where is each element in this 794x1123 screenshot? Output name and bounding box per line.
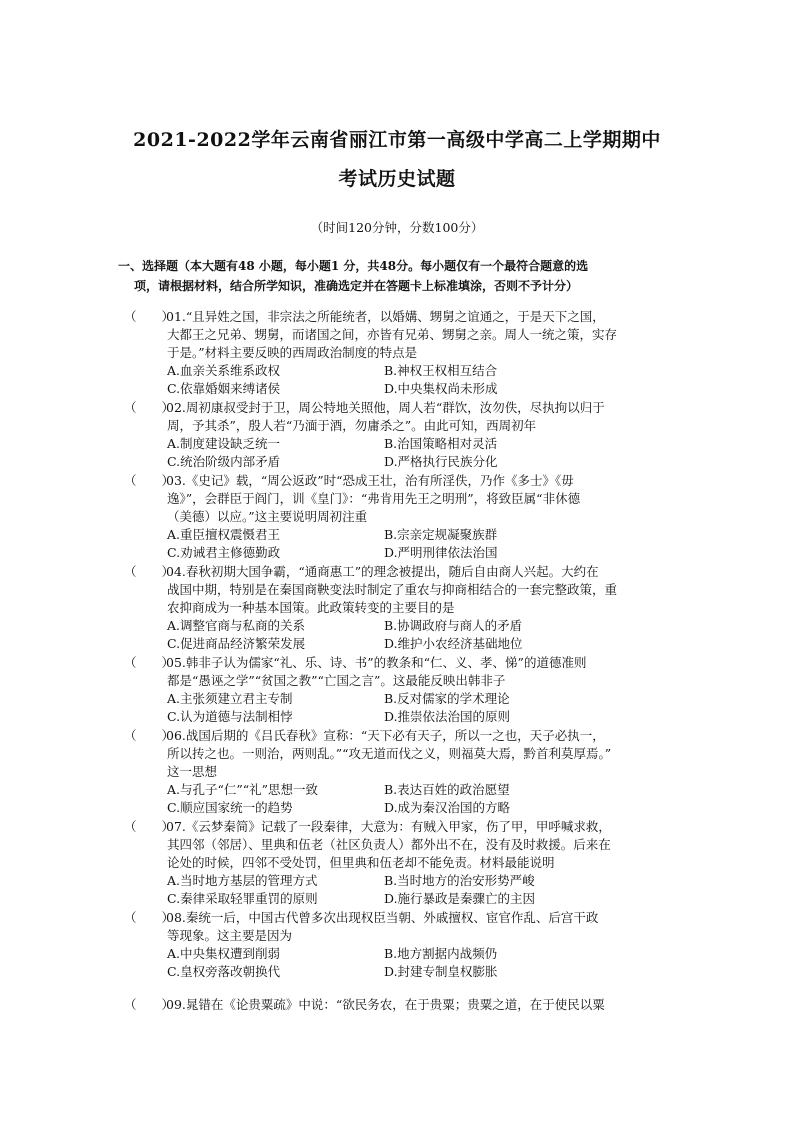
option-row <box>124 799 684 817</box>
option-row <box>124 435 684 453</box>
question-stem-line: 等现象。这主要是因为 <box>167 928 293 943</box>
section-instructions <box>118 256 678 296</box>
question-stem-line: 所以抟之也。一则治，两则乱。”“攻无道而伐之义，则福莫大焉，黔首利莫厚焉。” <box>167 746 612 761</box>
question-3 <box>124 472 684 562</box>
option-row <box>124 635 684 653</box>
question-4 <box>124 563 684 653</box>
option-B: B.宗亲定规凝聚族群 <box>384 527 498 542</box>
answer-blank: （ ） <box>124 473 175 488</box>
option-row <box>124 945 684 963</box>
option-A: A.中央集权遭到削弱 <box>167 946 281 961</box>
option-C: C.认为道德与法制相悖 <box>167 709 293 724</box>
option-C: C.促进商品经济繁荣发展 <box>167 636 306 651</box>
option-row <box>124 872 684 890</box>
option-D: D.严明刑律依法治国 <box>384 545 498 560</box>
answer-blank: （ ） <box>124 655 175 670</box>
question-stem-line: 大都王之兄弟、甥舅，而诸国之间，亦皆有兄弟、甥舅之亲。周人一统之策，实存 <box>167 327 618 342</box>
question-stem-line: 04.春秋初期大国争霸，“通商惠工”的理念被提出，随后自由商人兴起。大约在 <box>166 564 599 579</box>
answer-blank: （ ） <box>124 309 175 324</box>
option-row <box>124 963 684 981</box>
answer-blank: （ ） <box>124 997 175 1012</box>
option-row <box>124 380 684 398</box>
question-stem-line: 逸》”，会群臣于阎门，训《皇门》：“弗肯用先王之明刑”，将致臣属“非休德 <box>167 491 581 506</box>
option-row <box>124 617 684 635</box>
answer-blank: （ ） <box>124 564 175 579</box>
option-A: A.与孔子“仁”“礼”思想一致 <box>167 782 319 797</box>
question-stem-line: 03.《史记》载，“周公返政”时“恐成王壮，治有所淫佚，乃作《多士》《毋 <box>166 473 574 488</box>
question-stem-line: 都是“愚诬之学”“贫国之教”“亡国之言”。这最能反映出韩非子 <box>167 673 506 688</box>
question-9 <box>124 996 684 1014</box>
option-row <box>124 708 684 726</box>
option-D: D.中央集权尚未形成 <box>384 381 498 396</box>
option-row <box>124 781 684 799</box>
question-stem-line: 02.周初康叔受封于卫，周公特地关照他，周人若“群饮，汝勿佚，尽执拘以归于 <box>166 400 605 415</box>
option-C: C.依靠婚姻来缚诸侯 <box>167 381 281 396</box>
option-C: C.统治阶级内部矛盾 <box>167 454 281 469</box>
question-stem-line: 08.秦统一后，中国古代曾多次出现权臣当朝、外戚擅权、宦官作乱、后宫干政 <box>166 910 599 925</box>
question-stem-line: 01.“且异姓之国，非宗法之所能统者，以婚媾、甥舅之谊通之，于是天下之国， <box>166 309 605 324</box>
option-C: C.皇权旁落改朝换代 <box>167 964 281 979</box>
option-row <box>124 690 684 708</box>
option-row <box>124 890 684 908</box>
option-A: A.当时地方基层的管理方式 <box>167 873 318 888</box>
option-C: C.劝诫君主修德勤政 <box>167 545 281 560</box>
question-stem-line: 这一思想 <box>167 764 218 779</box>
exam-title-line1: 2021-2022学年云南省丽江市第一高级中学高二上学期期中 <box>133 129 661 151</box>
question-stem-line: 周，予其杀”，殷人若“乃湎于酒，勿庸杀之”。由此可知，西周初年 <box>167 418 537 433</box>
option-A: A.重臣擅权震慑君王 <box>167 527 281 542</box>
option-row <box>124 544 684 562</box>
question-stem-line: 06.战国后期的《吕氏春秋》宣称：“天下必有天子，所以一之也，天子必执一， <box>166 728 605 743</box>
option-row <box>124 526 684 544</box>
answer-blank: （ ） <box>124 910 175 925</box>
question-8 <box>124 909 684 981</box>
question-stem-line: 07.《云梦秦简》记载了一段秦律，大意为：有贼入甲家，伤了甲，甲呼喊求救， <box>166 819 611 834</box>
question-2 <box>124 399 684 471</box>
option-D: D.成为秦汉治国的方略 <box>384 800 511 815</box>
option-A: A.主张须建立君主专制 <box>167 691 293 706</box>
question-stem-line: （美德）以应。”这主要说明周初注重 <box>167 509 368 524</box>
option-row <box>124 362 684 380</box>
answer-blank: （ ） <box>124 400 175 415</box>
question-stem-line: 05.韩非子认为儒家“礼、乐、诗、书”的教条和“仁、义、孝、悌”的道德准则 <box>166 655 587 670</box>
option-A: A.调整官商与私商的关系 <box>167 618 306 633</box>
question-1 <box>124 308 684 398</box>
time-and-score-info: （时间120分钟，分数100分） <box>310 220 484 235</box>
question-stem-line: 09.晁错在《论贵粟疏》中说：“欲民务农，在于贵粟；贵粟之道，在于使民以粟 <box>166 997 605 1012</box>
option-D: D.封建专制皇权膨胀 <box>384 964 498 979</box>
question-stem-line: 其四邻（邻居）、里典和伍老（社区负责人）都外出不在，没有及时救援。后来在 <box>167 837 611 852</box>
question-stem-line: 于是。”材料主要反映的西周政治制度的特点是 <box>167 345 418 360</box>
option-C: C.顺应国家统一的趋势 <box>167 800 293 815</box>
option-A: A.血亲关系维系政权 <box>167 363 281 378</box>
option-B: B.当时地方的治安形势严峻 <box>384 873 535 888</box>
answer-blank: （ ） <box>124 819 175 834</box>
option-C: C.秦律采取轻罪重罚的原则 <box>167 891 318 906</box>
option-D: D.推崇依法治国的原则 <box>384 709 511 724</box>
section-instructions-line1: 一、选择题（本大题有48 小题，每小题1 分，共48分。每小题仅有一个最符合题意的选 <box>118 259 589 273</box>
question-7 <box>124 818 684 908</box>
option-B: B.反对儒家的学术理论 <box>384 691 510 706</box>
answer-blank: （ ） <box>124 728 175 743</box>
option-B: B.协调政府与商人的矛盾 <box>384 618 523 633</box>
option-B: B.治国策略相对灵活 <box>384 436 498 451</box>
question-stem-line: 战国中期，特别是在秦国商鞅变法时制定了重农与抑商相结合的一套完整政策，重 <box>167 582 618 597</box>
question-stem-line: 论处的时候，四邻不受处罚，但里典和伍老却不能免责。材料最能说明 <box>167 855 555 870</box>
option-A: A.制度建设缺乏统一 <box>167 436 281 451</box>
option-row <box>124 453 684 471</box>
option-B: B.地方割据内战频仍 <box>384 946 498 961</box>
option-D: D.严格执行民族分化 <box>384 454 498 469</box>
question-5 <box>124 654 684 726</box>
option-B: B.神权王权相互结合 <box>384 363 498 378</box>
option-D: D.施行暴政是秦骤亡的主因 <box>384 891 536 906</box>
section-instructions-line2: 项，请根据材料，结合所学知识，准确选定并在答题卡上标准填涂，否则不予计分） <box>134 279 579 293</box>
exam-title-line2: 考试历史试题 <box>338 168 456 190</box>
option-B: B.表达百姓的政治愿望 <box>384 782 510 797</box>
option-D: D.维护小农经济基础地位 <box>384 636 523 651</box>
question-stem-line: 农抑商成为一种基本国策。此政策转变的主要目的是 <box>167 600 455 615</box>
question-6 <box>124 727 684 817</box>
